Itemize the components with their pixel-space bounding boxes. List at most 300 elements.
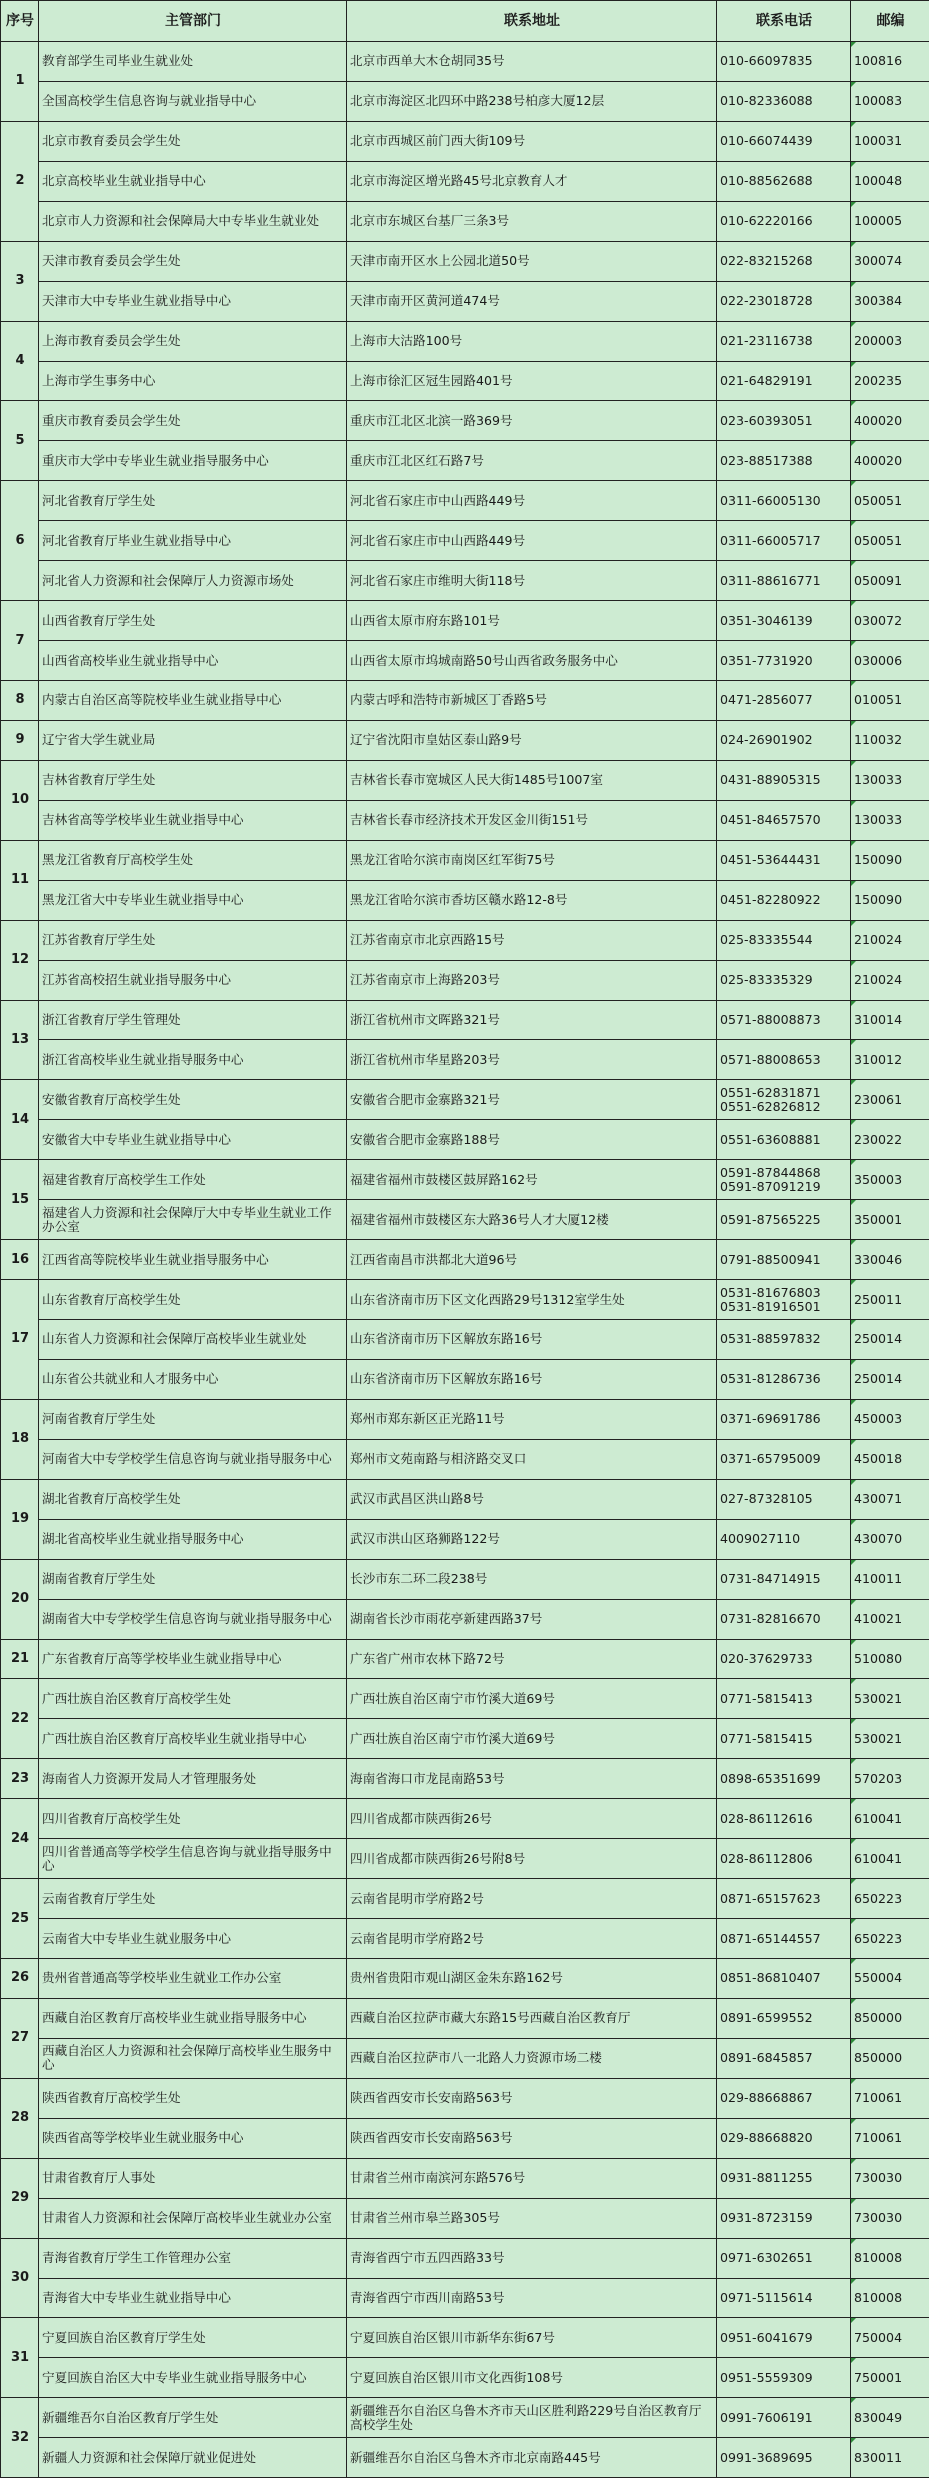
dept-cell: 四川省教育厅高校学生处 (39, 1799, 347, 1839)
phone-cell: 0991-3689695 (717, 2438, 851, 2478)
dept-cell: 云南省大中专毕业生就业服务中心 (39, 1919, 347, 1959)
row-number: 31 (1, 2318, 39, 2398)
table-row (1, 1120, 929, 1160)
address-cell: 安徽省合肥市金寨路321号 (347, 1080, 717, 1120)
phone-cell: 0731-84714915 (717, 1559, 851, 1599)
address-cell: 甘肃省兰州市南滨河东路576号 (347, 2158, 717, 2198)
address-cell: 山东省济南市历下区文化西路29号1312室学生处 (347, 1280, 717, 1320)
zip-cell: 850000 (851, 1998, 929, 2038)
header-dept: 主管部门 (39, 1, 347, 42)
dept-cell: 山西省教育厅学生处 (39, 601, 347, 641)
table-row (1, 681, 929, 721)
phone-cell: 0531-81286736 (717, 1359, 851, 1399)
zip-cell: 310014 (851, 1000, 929, 1040)
dept-cell: 湖南省教育厅学生处 (39, 1559, 347, 1599)
table-row (1, 1399, 929, 1439)
address-cell: 吉林省长春市经济技术开发区金川街151号 (347, 800, 717, 840)
zip-cell: 100048 (851, 161, 929, 201)
zip-cell: 150090 (851, 840, 929, 880)
table-row (1, 1080, 929, 1120)
zip-cell: 530021 (851, 1679, 929, 1719)
phone-cell: 021-23116738 (717, 321, 851, 361)
phone-cell: 0871-65144557 (717, 1919, 851, 1959)
table-row (1, 1639, 929, 1679)
address-cell: 西藏自治区拉萨市藏大东路15号西藏自治区教育厅 (347, 1998, 717, 2038)
dept-cell: 浙江省高校毕业生就业指导服务中心 (39, 1040, 347, 1080)
dept-cell: 西藏自治区人力资源和社会保障厅高校毕业生服务中心 (39, 2038, 347, 2078)
row-number: 1 (1, 42, 39, 122)
table-row (1, 840, 929, 880)
table-row (1, 561, 929, 601)
zip-cell: 210024 (851, 920, 929, 960)
zip-cell: 030006 (851, 641, 929, 681)
phone-cell: 010-88562688 (717, 161, 851, 201)
table-row (1, 1519, 929, 1559)
address-cell: 青海省西宁市五四西路33号 (347, 2238, 717, 2278)
zip-cell: 150090 (851, 880, 929, 920)
row-number: 19 (1, 1479, 39, 1559)
dept-cell: 江苏省高校招生就业指导服务中心 (39, 960, 347, 1000)
table-row (1, 1280, 929, 1320)
table-row (1, 2318, 929, 2358)
row-number: 28 (1, 2078, 39, 2158)
row-number: 29 (1, 2158, 39, 2238)
zip-cell: 300384 (851, 281, 929, 321)
row-number: 21 (1, 1639, 39, 1679)
table-row (1, 2438, 929, 2478)
address-cell: 山东省济南市历下区解放东路16号 (347, 1359, 717, 1399)
phone-cell: 010-66074439 (717, 121, 851, 161)
zip-cell: 570203 (851, 1759, 929, 1799)
zip-cell: 310012 (851, 1040, 929, 1080)
dept-cell: 山东省公共就业和人才服务中心 (39, 1359, 347, 1399)
table-row (1, 401, 929, 441)
address-cell: 福建省福州市鼓楼区鼓屏路162号 (347, 1160, 717, 1200)
phone-cell: 0311-88616771 (717, 561, 851, 601)
table-row (1, 1320, 929, 1360)
dept-cell: 重庆市教育委员会学生处 (39, 401, 347, 441)
dept-cell: 天津市大中专毕业生就业指导中心 (39, 281, 347, 321)
zip-cell: 810008 (851, 2278, 929, 2318)
table-row (1, 321, 929, 361)
zip-cell: 830049 (851, 2398, 929, 2438)
zip-cell: 510080 (851, 1639, 929, 1679)
phone-cell: 0991-7606191 (717, 2398, 851, 2438)
phone-cell: 010-62220166 (717, 201, 851, 241)
row-number: 23 (1, 1759, 39, 1799)
row-number: 24 (1, 1799, 39, 1879)
zip-cell: 030072 (851, 601, 929, 641)
dept-cell: 湖北省教育厅高校学生处 (39, 1479, 347, 1519)
phone-cell: 0931-8811255 (717, 2158, 851, 2198)
phone-cell: 0771-5815413 (717, 1679, 851, 1719)
phone-cell: 010-66097835 (717, 42, 851, 82)
phone-cell: 0551-63608881 (717, 1120, 851, 1160)
phone-cell: 020-37629733 (717, 1639, 851, 1679)
address-cell: 浙江省杭州市文晖路321号 (347, 1000, 717, 1040)
zip-cell: 200003 (851, 321, 929, 361)
address-cell: 黑龙江省哈尔滨市南岗区红军街75号 (347, 840, 717, 880)
table-row (1, 1240, 929, 1280)
phone-cell: 0891-6845857 (717, 2038, 851, 2078)
phone-cell: 0371-69691786 (717, 1399, 851, 1439)
phone-cell: 0571-88008873 (717, 1000, 851, 1040)
address-cell: 江苏省南京市北京西路15号 (347, 920, 717, 960)
table-row (1, 1359, 929, 1399)
header-phone: 联系电话 (717, 1, 851, 42)
phone-cell: 0871-65157623 (717, 1879, 851, 1919)
dept-cell: 江苏省教育厅学生处 (39, 920, 347, 960)
dept-cell: 西藏自治区教育厅高校毕业生就业指导服务中心 (39, 1998, 347, 2038)
row-number: 25 (1, 1879, 39, 1959)
table-row (1, 521, 929, 561)
dept-cell: 北京市教育委员会学生处 (39, 121, 347, 161)
phone-cell: 023-60393051 (717, 401, 851, 441)
phone-cell: 028-86112806 (717, 1839, 851, 1879)
phone-cell: 025-83335329 (717, 960, 851, 1000)
address-cell: 上海市大沽路100号 (347, 321, 717, 361)
address-cell: 西藏自治区拉萨市八一北路人力资源市场二楼 (347, 2038, 717, 2078)
zip-cell: 650223 (851, 1919, 929, 1959)
row-number: 7 (1, 601, 39, 681)
table-row (1, 2198, 929, 2238)
table-row (1, 241, 929, 281)
phone-cell: 0891-6599552 (717, 1998, 851, 2038)
dept-cell: 河北省教育厅毕业生就业指导中心 (39, 521, 347, 561)
dept-cell: 陕西省高等学校毕业生就业服务中心 (39, 2118, 347, 2158)
address-cell: 郑州市郑东新区正光路11号 (347, 1399, 717, 1439)
row-number: 5 (1, 401, 39, 481)
address-cell: 云南省昆明市学府路2号 (347, 1879, 717, 1919)
address-cell: 山西省太原市府东路101号 (347, 601, 717, 641)
address-cell: 重庆市江北区红石路7号 (347, 441, 717, 481)
zip-cell: 730030 (851, 2198, 929, 2238)
address-cell: 陕西省西安市长安南路563号 (347, 2078, 717, 2118)
dept-cell: 河南省大中专学校学生信息咨询与就业指导服务中心 (39, 1439, 347, 1479)
address-cell: 内蒙古呼和浩特市新城区丁香路5号 (347, 681, 717, 721)
dept-cell: 河北省人力资源和社会保障厅人力资源市场处 (39, 561, 347, 601)
address-cell: 北京市东城区台基厂三条3号 (347, 201, 717, 241)
address-cell: 福建省福州市鼓楼区东大路36号人才大厦12楼 (347, 1200, 717, 1240)
table-row (1, 1000, 929, 1040)
table-row (1, 1200, 929, 1240)
dept-cell: 云南省教育厅学生处 (39, 1879, 347, 1919)
table-row (1, 441, 929, 481)
zip-cell: 450018 (851, 1439, 929, 1479)
dept-cell: 安徽省教育厅高校学生处 (39, 1080, 347, 1120)
table-row (1, 920, 929, 960)
header-addr: 联系地址 (347, 1, 717, 42)
dept-cell: 青海省大中专毕业生就业指导中心 (39, 2278, 347, 2318)
dept-cell: 青海省教育厅学生工作管理办公室 (39, 2238, 347, 2278)
row-number: 13 (1, 1000, 39, 1080)
zip-cell: 050051 (851, 521, 929, 561)
table-row (1, 2278, 929, 2318)
address-cell: 江苏省南京市上海路203号 (347, 960, 717, 1000)
table-row (1, 281, 929, 321)
phone-cell: 0371-65795009 (717, 1439, 851, 1479)
table-row (1, 1959, 929, 1999)
dept-cell: 河南省教育厅学生处 (39, 1399, 347, 1439)
dept-cell: 新疆人力资源和社会保障厅就业促进处 (39, 2438, 347, 2478)
phone-cell: 0311-66005130 (717, 481, 851, 521)
address-cell: 北京市海淀区增光路45号北京教育人才 (347, 161, 717, 201)
table-row (1, 121, 929, 161)
table-row (1, 2238, 929, 2278)
zip-cell: 130033 (851, 760, 929, 800)
table-row (1, 42, 929, 82)
dept-cell: 黑龙江省教育厅高校学生处 (39, 840, 347, 880)
phone-cell: 0851-86810407 (717, 1959, 851, 1999)
dept-cell: 贵州省普通高等学校毕业生就业工作办公室 (39, 1959, 347, 1999)
zip-cell: 050091 (851, 561, 929, 601)
table-row (1, 960, 929, 1000)
row-number: 4 (1, 321, 39, 401)
table-row (1, 1599, 929, 1639)
dept-cell: 吉林省高等学校毕业生就业指导中心 (39, 800, 347, 840)
zip-cell: 710061 (851, 2118, 929, 2158)
address-cell: 吉林省长春市宽城区人民大街1485号1007室 (347, 760, 717, 800)
phone-cell: 0311-66005717 (717, 521, 851, 561)
address-cell: 河北省石家庄市中山西路449号 (347, 481, 717, 521)
dept-cell: 上海市学生事务中心 (39, 361, 347, 401)
zip-cell: 100816 (851, 42, 929, 82)
address-cell: 青海省西宁市西川南路53号 (347, 2278, 717, 2318)
row-number: 18 (1, 1399, 39, 1479)
phone-cell: 0931-8723159 (717, 2198, 851, 2238)
phone-cell: 0531-88597832 (717, 1320, 851, 1360)
phone-cell: 027-87328105 (717, 1479, 851, 1519)
dept-cell: 浙江省教育厅学生管理处 (39, 1000, 347, 1040)
address-cell: 新疆维吾尔自治区乌鲁木齐市北京南路445号 (347, 2438, 717, 2478)
zip-cell: 250011 (851, 1280, 929, 1320)
zip-cell: 210024 (851, 960, 929, 1000)
zip-cell: 430071 (851, 1479, 929, 1519)
zip-cell: 010051 (851, 681, 929, 721)
row-number: 17 (1, 1280, 39, 1400)
row-number: 26 (1, 1959, 39, 1999)
address-cell: 贵州省贵阳市观山湖区金朱东路162号 (347, 1959, 717, 1999)
zip-cell: 650223 (851, 1879, 929, 1919)
row-number: 8 (1, 681, 39, 721)
zip-cell: 710061 (851, 2078, 929, 2118)
table-row (1, 1919, 929, 1959)
phone-cell: 0898-65351699 (717, 1759, 851, 1799)
zip-cell: 130033 (851, 800, 929, 840)
dept-cell: 四川省普通高等学校学生信息咨询与就业指导服务中心 (39, 1839, 347, 1879)
address-cell: 湖南省长沙市雨花亭新建西路37号 (347, 1599, 717, 1639)
table-row (1, 2358, 929, 2398)
table-body (1, 42, 929, 2478)
dept-cell: 陕西省教育厅高校学生处 (39, 2078, 347, 2118)
phone-cell: 029-88668867 (717, 2078, 851, 2118)
zip-cell: 100031 (851, 121, 929, 161)
table-row (1, 1998, 929, 2038)
address-cell: 陕西省西安市长安南路563号 (347, 2118, 717, 2158)
address-cell: 广西壮族自治区南宁市竹溪大道69号 (347, 1719, 717, 1759)
zip-cell: 750001 (851, 2358, 929, 2398)
phone-cell: 0351-3046139 (717, 601, 851, 641)
row-number: 27 (1, 1998, 39, 2078)
address-cell: 山东省济南市历下区解放东路16号 (347, 1320, 717, 1360)
address-cell: 北京市海淀区北四环中路238号柏彦大厦12层 (347, 81, 717, 121)
phone-cell: 0531-81676803 0531-81916501 (717, 1280, 851, 1320)
row-number: 11 (1, 840, 39, 920)
address-cell: 广东省广州市农林下路72号 (347, 1639, 717, 1679)
zip-cell: 330046 (851, 1240, 929, 1280)
dept-cell: 福建省人力资源和社会保障厅大中专毕业生就业工作办公室 (39, 1200, 347, 1240)
phone-cell: 028-86112616 (717, 1799, 851, 1839)
address-cell: 海南省海口市龙昆南路53号 (347, 1759, 717, 1799)
zip-cell: 400020 (851, 441, 929, 481)
row-number: 9 (1, 720, 39, 760)
phone-cell: 010-82336088 (717, 81, 851, 121)
dept-cell: 宁夏回族自治区教育厅学生处 (39, 2318, 347, 2358)
table-row (1, 760, 929, 800)
row-number: 2 (1, 121, 39, 241)
address-cell: 辽宁省沈阳市皇姑区泰山路9号 (347, 720, 717, 760)
table-row (1, 361, 929, 401)
address-cell: 宁夏回族自治区银川市新华东街67号 (347, 2318, 717, 2358)
zip-cell: 230061 (851, 1080, 929, 1120)
row-number: 3 (1, 241, 39, 321)
table-row (1, 2038, 929, 2078)
phone-cell: 0571-88008653 (717, 1040, 851, 1080)
dept-cell: 新疆维吾尔自治区教育厅学生处 (39, 2398, 347, 2438)
table-row (1, 1479, 929, 1519)
row-number: 16 (1, 1240, 39, 1280)
dept-cell: 重庆市大学中专毕业生就业指导服务中心 (39, 441, 347, 481)
zip-cell: 730030 (851, 2158, 929, 2198)
address-cell: 山西省太原市坞城南路50号山西省政务服务中心 (347, 641, 717, 681)
table-row (1, 641, 929, 681)
dept-cell: 辽宁省大学生就业局 (39, 720, 347, 760)
dept-cell: 福建省教育厅高校学生工作处 (39, 1160, 347, 1200)
address-cell: 黑龙江省哈尔滨市香坊区赣水路12-8号 (347, 880, 717, 920)
address-cell: 郑州市文苑南路与相济路交叉口 (347, 1439, 717, 1479)
zip-cell: 230022 (851, 1120, 929, 1160)
dept-cell: 上海市教育委员会学生处 (39, 321, 347, 361)
address-cell: 四川省成都市陕西街26号 (347, 1799, 717, 1839)
phone-cell: 4009027110 (717, 1519, 851, 1559)
phone-cell: 0551-62831871 0551-62826812 (717, 1080, 851, 1120)
table-row (1, 800, 929, 840)
table-row (1, 201, 929, 241)
row-number: 6 (1, 481, 39, 601)
dept-cell: 海南省人力资源开发局人才管理服务处 (39, 1759, 347, 1799)
phone-cell: 0451-53644431 (717, 840, 851, 880)
table-row (1, 1879, 929, 1919)
zip-cell: 050051 (851, 481, 929, 521)
zip-cell: 410021 (851, 1599, 929, 1639)
table-row (1, 1439, 929, 1479)
phone-cell: 0591-87844868 0591-87091219 (717, 1160, 851, 1200)
phone-cell: 0351-7731920 (717, 641, 851, 681)
zip-cell: 350001 (851, 1200, 929, 1240)
dept-cell: 全国高校学生信息咨询与就业指导中心 (39, 81, 347, 121)
zip-cell: 400020 (851, 401, 929, 441)
dept-cell: 教育部学生司毕业生就业处 (39, 42, 347, 82)
address-cell: 云南省昆明市学府路2号 (347, 1919, 717, 1959)
header-zip: 邮编 (851, 1, 929, 42)
address-cell: 安徽省合肥市金寨路188号 (347, 1120, 717, 1160)
table-row (1, 1559, 929, 1599)
address-cell: 四川省成都市陕西街26号附8号 (347, 1839, 717, 1879)
zip-cell: 610041 (851, 1799, 929, 1839)
zip-cell: 530021 (851, 1719, 929, 1759)
address-cell: 北京市西单大木仓胡同35号 (347, 42, 717, 82)
table-row (1, 1040, 929, 1080)
row-number: 30 (1, 2238, 39, 2318)
phone-cell: 0791-88500941 (717, 1240, 851, 1280)
dept-cell: 甘肃省教育厅人事处 (39, 2158, 347, 2198)
phone-cell: 0971-6302651 (717, 2238, 851, 2278)
row-number: 12 (1, 920, 39, 1000)
dept-cell: 河北省教育厅学生处 (39, 481, 347, 521)
dept-cell: 宁夏回族自治区大中专毕业生就业指导服务中心 (39, 2358, 347, 2398)
dept-cell: 黑龙江省大中专毕业生就业指导中心 (39, 880, 347, 920)
header-row (1, 1, 929, 42)
address-cell: 浙江省杭州市华星路203号 (347, 1040, 717, 1080)
row-number: 15 (1, 1160, 39, 1240)
row-number: 22 (1, 1679, 39, 1759)
zip-cell: 110032 (851, 720, 929, 760)
table-row (1, 81, 929, 121)
table-row (1, 1799, 929, 1839)
zip-cell: 610041 (851, 1839, 929, 1879)
zip-cell: 300074 (851, 241, 929, 281)
zip-cell: 450003 (851, 1399, 929, 1439)
dept-cell: 甘肃省人力资源和社会保障厅高校毕业生就业办公室 (39, 2198, 347, 2238)
zip-cell: 350003 (851, 1160, 929, 1200)
zip-cell: 430070 (851, 1519, 929, 1559)
phone-cell: 0771-5815415 (717, 1719, 851, 1759)
phone-cell: 023-88517388 (717, 441, 851, 481)
table-row (1, 1719, 929, 1759)
row-number: 20 (1, 1559, 39, 1639)
row-number: 10 (1, 760, 39, 840)
address-cell: 北京市西城区前门西大街109号 (347, 121, 717, 161)
address-cell: 长沙市东二环二段238号 (347, 1559, 717, 1599)
header-seq: 序号 (1, 1, 39, 42)
table-row (1, 2078, 929, 2118)
phone-cell: 0451-82280922 (717, 880, 851, 920)
phone-cell: 0971-5115614 (717, 2278, 851, 2318)
table-row (1, 481, 929, 521)
table-row (1, 1160, 929, 1200)
dept-cell: 北京高校毕业生就业指导中心 (39, 161, 347, 201)
row-number: 32 (1, 2398, 39, 2478)
dept-cell: 山东省教育厅高校学生处 (39, 1280, 347, 1320)
address-cell: 河北省石家庄市中山西路449号 (347, 521, 717, 561)
dept-cell: 广西壮族自治区教育厅高校学生处 (39, 1679, 347, 1719)
address-cell: 上海市徐汇区冠生园路401号 (347, 361, 717, 401)
table-row (1, 601, 929, 641)
dept-cell: 内蒙古自治区高等院校毕业生就业指导中心 (39, 681, 347, 721)
dept-cell: 广西壮族自治区教育厅高校毕业生就业指导中心 (39, 1719, 347, 1759)
dept-cell: 广东省教育厅高等学校毕业生就业指导中心 (39, 1639, 347, 1679)
row-number: 14 (1, 1080, 39, 1160)
address-cell: 广西壮族自治区南宁市竹溪大道69号 (347, 1679, 717, 1719)
phone-cell: 0951-6041679 (717, 2318, 851, 2358)
zip-cell: 550004 (851, 1959, 929, 1999)
zip-cell: 100083 (851, 81, 929, 121)
phone-cell: 022-23018728 (717, 281, 851, 321)
phone-cell: 029-88668820 (717, 2118, 851, 2158)
zip-cell: 850000 (851, 2038, 929, 2078)
zip-cell: 250014 (851, 1320, 929, 1360)
table-row (1, 161, 929, 201)
